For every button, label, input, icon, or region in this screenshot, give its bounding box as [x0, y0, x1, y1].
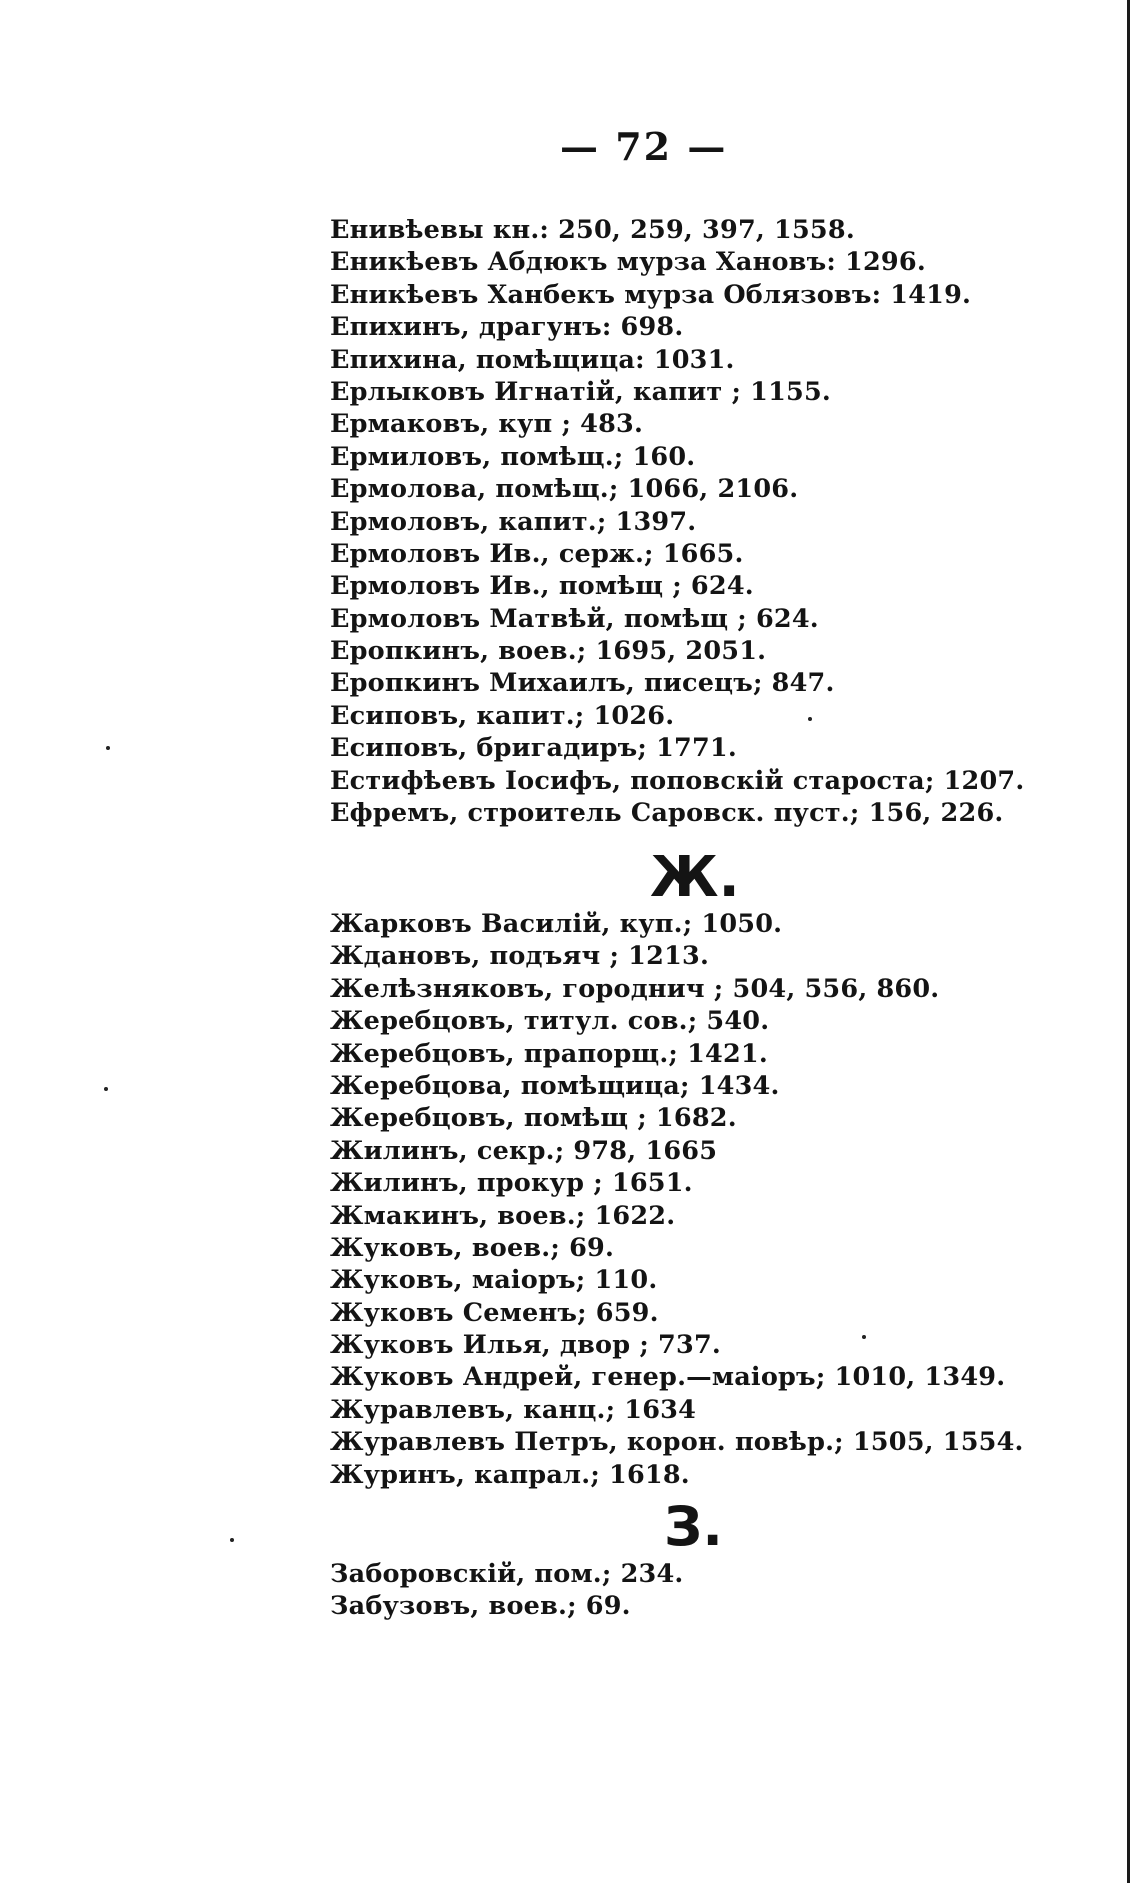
index-entry: Жеребцовъ, прапорщ.; 1421. — [330, 1038, 768, 1069]
scan-speck — [862, 1335, 866, 1339]
index-entry: Еникѣевъ Абдюкъ мурза Хановъ: 1296. — [330, 247, 926, 278]
section-heading-zh: Ж. — [650, 845, 740, 910]
index-entry: Ермаковъ, куп ; 483. — [330, 409, 644, 440]
index-entry: Жмакинъ, воев.; 1622. — [330, 1200, 676, 1231]
index-entry: Еропкинъ, воев.; 1695, 2051. — [330, 636, 767, 667]
index-entry: Желѣзняковъ, городнич ; 504, 556, 860. — [330, 973, 940, 1004]
index-entry: Жуковъ, воев.; 69. — [330, 1232, 615, 1263]
index-entry: Журавлевъ Петръ, корон. повѣр.; 1505, 1554. — [330, 1427, 1024, 1458]
index-entry: Жуковъ Семенъ; 659. — [330, 1297, 659, 1328]
index-entry: Есиповъ, капит.; 1026. — [330, 700, 675, 731]
index-entry: Жилинъ, прокур ; 1651. — [330, 1168, 693, 1199]
scan-edge-rule — [1127, 0, 1130, 1883]
index-entry: Еникѣевъ Ханбекъ мурза Облязовъ: 1419. — [330, 279, 972, 310]
index-entry: Ерлыковъ Игнатій, капит ; 1155. — [330, 376, 831, 407]
index-entry: Жуковъ, маіоръ; 110. — [330, 1265, 658, 1296]
index-entry: Забузовъ, воев.; 69. — [330, 1591, 631, 1622]
index-entry: Естифѣевъ Іосифъ, поповскій староста; 1207. — [330, 765, 1025, 796]
index-entry: Заборовскій, пом.; 234. — [330, 1559, 684, 1589]
index-entry: Журавлевъ, канц.; 1634 — [330, 1394, 697, 1425]
index-entry: Еропкинъ Михаилъ, писецъ; 847. — [330, 668, 835, 699]
index-entry: Жеребцовъ, титул. сов.; 540. — [330, 1006, 770, 1037]
index-entry: Епихина, помѣщица: 1031. — [330, 344, 735, 375]
index-entry: Ермоловъ, капит.; 1397. — [330, 506, 697, 537]
index-entry: Ермоловъ Матвѣй, помѣщ ; 624. — [330, 603, 819, 634]
index-entry: Ермолова, помѣщ.; 1066, 2106. — [330, 474, 799, 505]
index-entry: Ефремъ, строитель Саровск. пуст.; 156, 226. — [330, 798, 1004, 829]
index-entry: Ермиловъ, помѣщ.; 160. — [330, 441, 696, 472]
index-entry: Жуковъ Илья, двор ; 737. — [330, 1330, 721, 1361]
index-entry: Есиповъ, бригадиръ; 1771. — [330, 733, 737, 764]
page-number: — 72 — — [560, 124, 728, 169]
index-entry: Жарковъ Василій, куп.; 1050. — [330, 909, 783, 939]
index-entry: Епихинъ, драгунъ: 698. — [330, 312, 684, 343]
index-entry: Жеребцовъ, помѣщ ; 1682. — [330, 1103, 737, 1134]
scan-speck — [106, 746, 110, 750]
index-entry: Ждановъ, подъяч ; 1213. — [330, 941, 710, 972]
index-entry: Журинъ, капрал.; 1618. — [330, 1459, 690, 1490]
index-entry: Жеребцова, помѣщица; 1434. — [330, 1070, 780, 1101]
scan-speck — [104, 1087, 108, 1091]
section-e-entries — [330, 214, 1050, 829]
scan-speck — [230, 1538, 234, 1542]
index-entry: Ермоловъ Ив., помѣщ ; 624. — [330, 571, 754, 602]
index-entry: Жуковъ Андрей, генер.—маіоръ; 1010, 1349. — [330, 1362, 1006, 1393]
section-heading-z: З. — [664, 1495, 723, 1558]
scan-speck — [808, 717, 812, 721]
section-zh-entries — [330, 908, 1050, 1491]
section-z-entries — [330, 1558, 1050, 1623]
index-entry: Жилинъ, секр.; 978, 1665 — [330, 1135, 718, 1166]
index-entry: Енивѣевы кн.: 250, 259, 397, 1558. — [330, 215, 855, 245]
index-entry: Ермоловъ Ив., серж.; 1665. — [330, 538, 744, 569]
